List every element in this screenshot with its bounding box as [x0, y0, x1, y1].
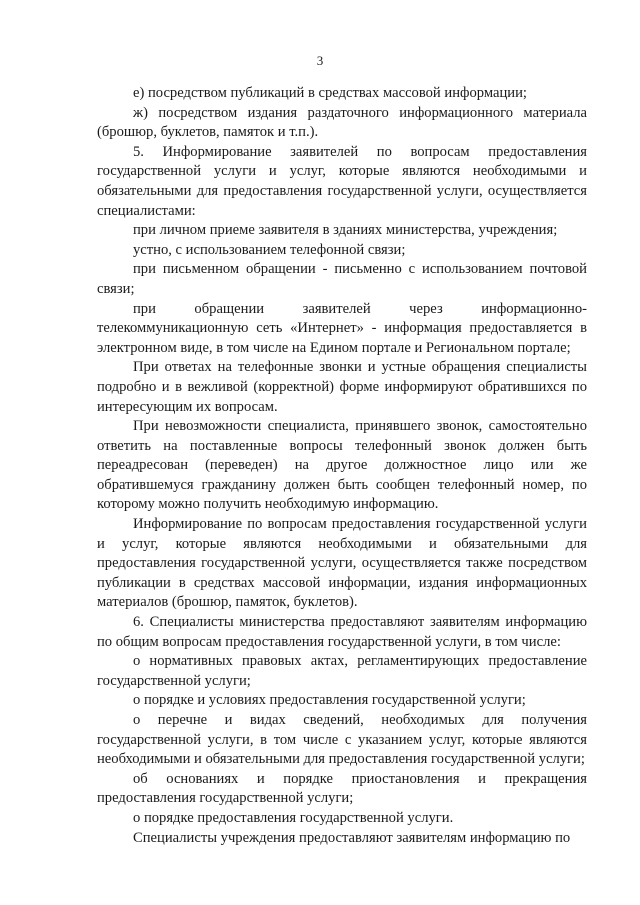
paragraph-conditions: о порядке и условиях предоставления государственной услуги; [133, 692, 526, 709]
paragraph-call-redirect: При невозможности специалиста, принявшего звонок, самостоятельно ответить на поставленные вопросы телефонный звонок должен быть переадресован (переведен) на другое должностное лицо или же обратившемуся гражданину должен быть сообщен телефонный номер, по которому можно получить необходимую информацию. [97, 418, 587, 513]
page-number: 3 [316, 53, 324, 68]
document-body [97, 84, 587, 848]
paragraph-required-info: о перечне и видах сведений, необходимых для получения государственной услуги, в том числе с указанием услуг, которые являются необходимыми и обязательными для предоставления государственной услуги; [97, 712, 587, 768]
paragraph-suspension: об основаниях и порядке приостановления и прекращения предоставления государственной услуги; [97, 770, 587, 807]
paragraph-section-5: 5. Информирование заявителей по вопросам предоставления государственной услуги и услуг, которые являются необходимыми и обязательными для предоставления государственной услуги, осуществляется специалистами: [97, 143, 587, 219]
paragraph-legal-acts: о нормативных правовых актах, регламентирующих предоставление государственной услуги; [97, 653, 587, 689]
paragraph-phone-answers: При ответах на телефонные звонки и устные обращения специалисты подробно и в вежливой (корректной) форме информируют обратившихся по интересующим их вопросам. [97, 359, 587, 415]
paragraph-institution-specialists: Специалисты учреждения предоставляют заявителям информацию по [133, 829, 571, 846]
paragraph-item-zh: ж) посредством издания раздаточного информационного материала (брошюр, буклетов, памяток и т.п.). [97, 104, 587, 141]
paragraph-internet: при обращении заявителей через информационно-телекоммуникационную сеть «Интернет» - информация предоставляется в электронном виде, в том числе на Едином портале и Региональном портале; [97, 300, 587, 356]
paragraph-written-request: при письменном обращении - письменно с использованием почтовой связи; [97, 261, 587, 297]
paragraph-procedure: о порядке предоставления государственной услуги. [133, 809, 454, 826]
paragraph-phone: устно, с использованием телефонной связи; [133, 241, 406, 258]
paragraph-item-e: е) посредством публикаций в средствах массовой информации; [133, 85, 527, 101]
paragraph-personal-visit: при личном приеме заявителя в зданиях министерства, учреждения; [133, 222, 558, 239]
paragraph-media-info: Информирование по вопросам предоставления государственной услуги и услуг, которые являются необходимыми и обязательными для предоставления государственной услуги, осуществляется также посредством публикации в средствах массовой информации, издания информационных материалов (брошюр, памяток, буклетов). [97, 516, 587, 611]
paragraph-section-6: 6. Специалисты министерства предоставляют заявителям информацию по общим вопросам предоставления государственной услуги, в том числе: [97, 614, 587, 650]
